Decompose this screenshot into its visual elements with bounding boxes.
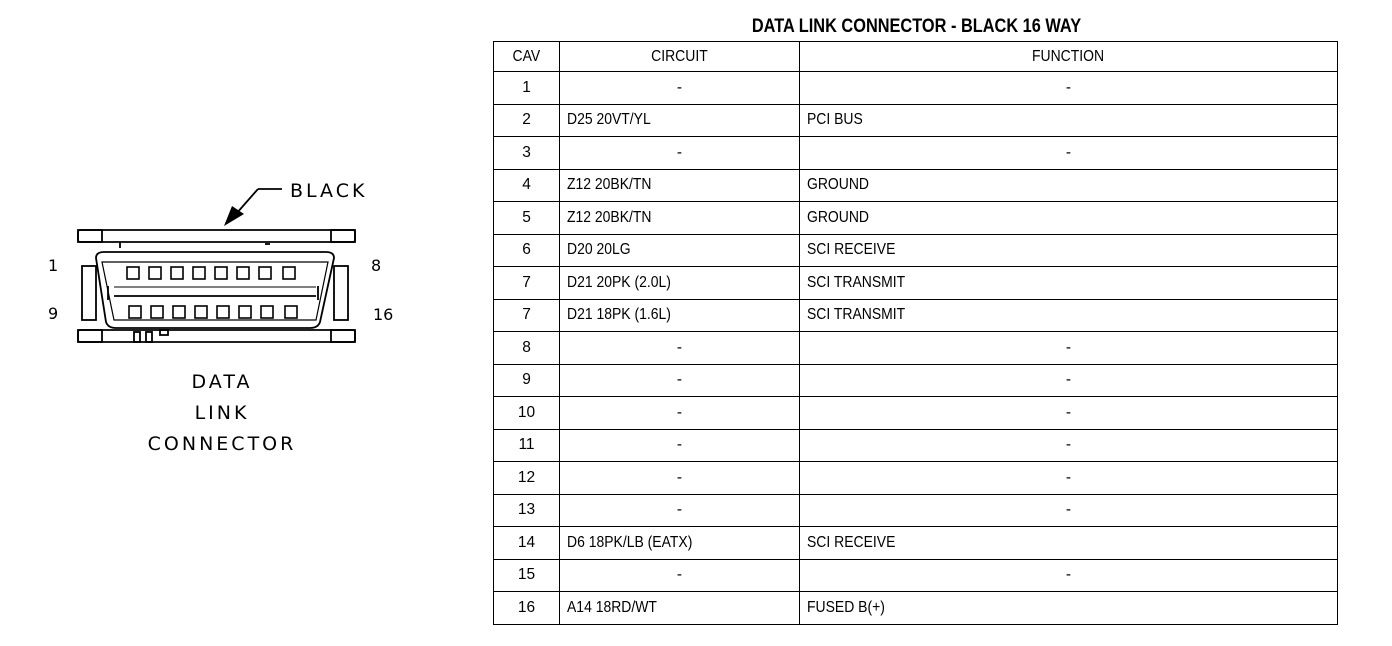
cell-function: FUSED B(+) [800, 592, 1338, 625]
cell-circuit: D20 20LG [560, 234, 800, 267]
pin-label-1: 1 [48, 256, 59, 275]
table-row [494, 462, 1338, 495]
table-body [494, 72, 1338, 625]
cell-circuit: Z12 20BK/TN [560, 169, 800, 202]
header-function: FUNCTION [800, 42, 1338, 72]
cell-circuit: - [560, 137, 800, 170]
cell-cav: 7 [494, 299, 560, 332]
pin-label-8: 8 [371, 256, 382, 275]
table-row [494, 234, 1338, 267]
cell-circuit: - [560, 429, 800, 462]
cell-cav: 6 [494, 234, 560, 267]
pin-label-9: 9 [48, 304, 59, 323]
cell-circuit: - [560, 462, 800, 495]
cell-circuit: A14 18RD/WT [560, 592, 800, 625]
cell-circuit: - [560, 559, 800, 592]
header-circuit: CIRCUIT [560, 42, 800, 72]
cell-cav: 13 [494, 494, 560, 527]
cell-function: - [800, 397, 1338, 430]
pin-row-top [127, 267, 295, 279]
cell-circuit: - [560, 364, 800, 397]
table-row [494, 169, 1338, 202]
cell-function: PCI BUS [800, 104, 1338, 137]
cell-circuit: - [560, 332, 800, 365]
cell-circuit: - [560, 72, 800, 105]
cell-cav: 16 [494, 592, 560, 625]
cell-function: SCI TRANSMIT [800, 299, 1338, 332]
table-row [494, 137, 1338, 170]
cell-function: - [800, 364, 1338, 397]
table-row [494, 364, 1338, 397]
cell-function: SCI TRANSMIT [800, 267, 1338, 300]
cell-cav: 9 [494, 364, 560, 397]
caption-line-2: LINK [194, 402, 250, 424]
cell-function: - [800, 332, 1338, 365]
table-row [494, 592, 1338, 625]
cell-cav: 12 [494, 462, 560, 495]
cell-circuit: D6 18PK/LB (EATX) [560, 527, 800, 560]
pinout-table [493, 41, 1338, 625]
cell-cav: 15 [494, 559, 560, 592]
cell-function: GROUND [800, 169, 1338, 202]
cell-cav: 3 [494, 137, 560, 170]
cell-function: - [800, 429, 1338, 462]
table-row [494, 494, 1338, 527]
table-row [494, 72, 1338, 105]
cell-cav: 8 [494, 332, 560, 365]
cell-cav: 5 [494, 202, 560, 235]
caption-line-1: DATA [191, 371, 253, 393]
cell-circuit: D25 20VT/YL [560, 104, 800, 137]
pin-row-bottom [129, 306, 297, 318]
connector-diagram [0, 0, 480, 646]
cell-function: SCI RECEIVE [800, 234, 1338, 267]
table-row [494, 299, 1338, 332]
table-header-row [494, 42, 1338, 72]
cell-function: GROUND [800, 202, 1338, 235]
cell-cav: 1 [494, 72, 560, 105]
table-row [494, 332, 1338, 365]
color-label: BLACK [290, 180, 368, 202]
cell-function: - [800, 72, 1338, 105]
header-cav: CAV [494, 42, 560, 72]
table-row [494, 559, 1338, 592]
color-callout [224, 180, 367, 226]
cell-cav: 7 [494, 267, 560, 300]
cell-function: - [800, 559, 1338, 592]
table-row [494, 527, 1338, 560]
caption-line-3: CONNECTOR [147, 433, 297, 455]
cell-circuit: - [560, 494, 800, 527]
table-title: DATA LINK CONNECTOR - BLACK 16 WAY [751, 16, 1082, 37]
cell-cav: 2 [494, 104, 560, 137]
cell-cav: 4 [494, 169, 560, 202]
connector-body [78, 230, 355, 342]
cell-circuit: - [560, 397, 800, 430]
table-row [494, 104, 1338, 137]
cell-function: - [800, 137, 1338, 170]
cell-function: - [800, 494, 1338, 527]
table-row [494, 397, 1338, 430]
cell-cav: 11 [494, 429, 560, 462]
cell-cav: 10 [494, 397, 560, 430]
cell-function: SCI RECEIVE [800, 527, 1338, 560]
cell-circuit: Z12 20BK/TN [560, 202, 800, 235]
cell-circuit: D21 18PK (1.6L) [560, 299, 800, 332]
table-row [494, 267, 1338, 300]
cell-circuit: D21 20PK (2.0L) [560, 267, 800, 300]
table-row [494, 429, 1338, 462]
pin-label-16: 16 [373, 305, 394, 324]
table-row [494, 202, 1338, 235]
cell-cav: 14 [494, 527, 560, 560]
cell-function: - [800, 462, 1338, 495]
